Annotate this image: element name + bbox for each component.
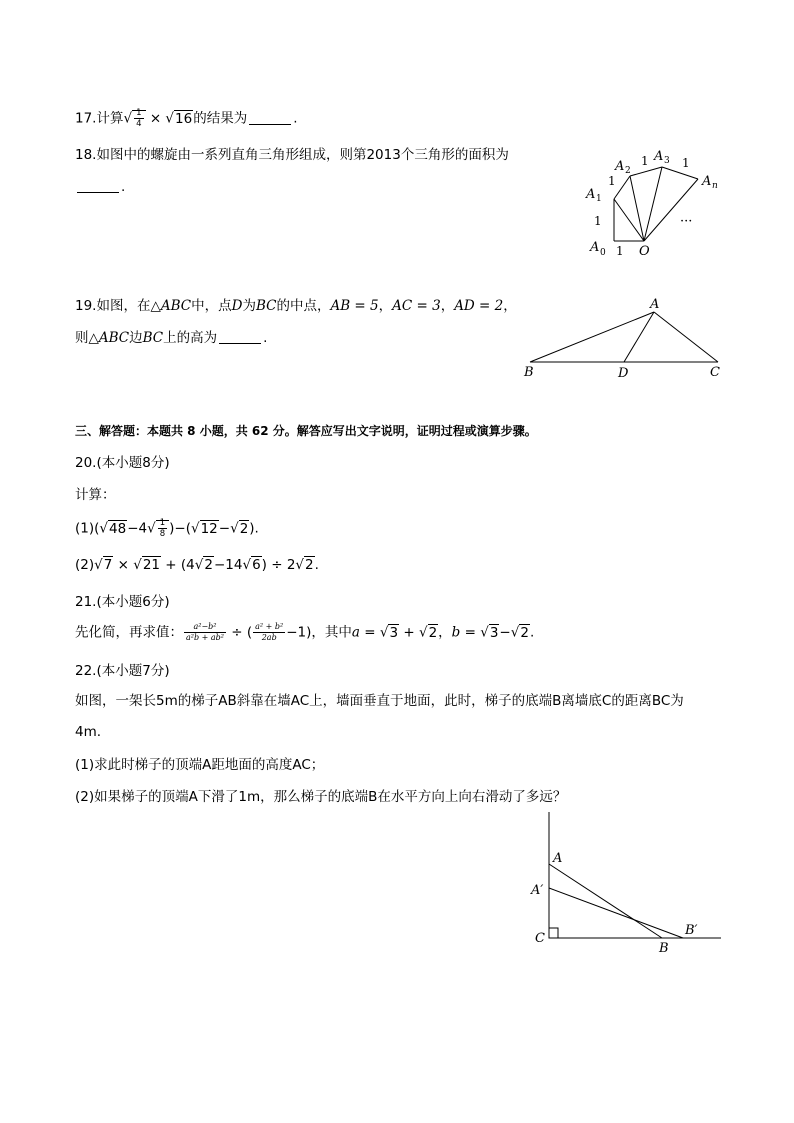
q19-d: D [231, 298, 243, 314]
q19-text-g: 上的高为 [163, 330, 218, 346]
q20-calc-label: 计算： [75, 487, 116, 503]
spiral-seg-a3an [662, 167, 698, 179]
ladder-figure [525, 808, 725, 958]
q17-number: 17. [75, 110, 97, 127]
q17-times: × [149, 110, 162, 127]
label-a1-sub: 1 [596, 194, 602, 204]
label-one-a3an: 1 [682, 156, 690, 170]
q21-a: a [351, 624, 360, 641]
q17-frac-den: 4 [136, 119, 142, 129]
q19-triangle-sym: △ [150, 298, 161, 314]
spiral-seg-a2a3 [630, 167, 662, 176]
q20-p1-label: (1) [75, 520, 95, 537]
tri-seg-ad [624, 312, 654, 362]
triangle-figure [520, 294, 730, 384]
question-17: 17.计算√ $\frac{1}{4}$ × √16的结果为 . [75, 108, 298, 129]
q19-text-e: 则 [75, 330, 89, 346]
label-dots: ··· [680, 214, 693, 229]
spiral-seg-a1a2 [614, 176, 630, 199]
q21-where: ，其中 [311, 624, 352, 641]
tri-seg-ac [654, 312, 718, 362]
q22-line1: 如图，一架长5m的梯子AB斜靠在墙AC上，墙面垂直于地面，此时，梯子的底端B离墙底C的距离BC为 [75, 693, 684, 709]
ladder-label-b: B [659, 941, 669, 956]
q19-abc-2: ABC [98, 330, 130, 346]
q19-ac-eq: AC = 3 [392, 298, 441, 314]
spiral-seg-ano [644, 179, 698, 241]
label-one-a1a2: 1 [608, 174, 616, 188]
label-an-sub: n [712, 181, 718, 191]
q19-sep2: ， [440, 298, 455, 314]
q22-heading: 22.(本小题7分) [75, 663, 170, 679]
ladder-label-a: A [553, 851, 563, 866]
label-a0-sub: 0 [600, 248, 606, 258]
q17-text: 计算 [96, 110, 124, 127]
tri-seg-ab [530, 312, 654, 362]
ladder-label-c: C [535, 931, 545, 946]
tri-label-d: D [618, 366, 629, 381]
q19-text-c: 为 [242, 298, 256, 314]
q17-answer-blank[interactable] [249, 110, 291, 125]
q19-ad-eq: AD = 2 [454, 298, 504, 314]
q21-b: b [451, 624, 461, 641]
label-one-a0a1: 1 [594, 214, 602, 228]
q19-answer-blank[interactable] [219, 329, 261, 344]
spiral-seg-a3o [644, 167, 662, 241]
label-an: A [702, 174, 712, 189]
q18-end: . [121, 179, 126, 195]
q17-text-after: 的结果为 [193, 110, 248, 127]
tri-label-c: C [710, 365, 720, 380]
q21-frac-2: $\frac{\text{a² + b²}}{2ab}$ [255, 622, 284, 642]
label-a1: A [586, 187, 596, 202]
label-a0: A [590, 240, 600, 255]
q20-heading: 20.(本小题8分) [75, 455, 170, 471]
q17-frac-num: 1 [136, 108, 142, 118]
question-18 [75, 145, 509, 165]
q19-text-b: 中，点 [191, 298, 232, 314]
label-a2-sub: 2 [625, 166, 631, 176]
q19-bc: BC [255, 298, 277, 314]
ladder-label-a-prime: A′ [531, 883, 544, 898]
q19-end: . [263, 330, 268, 346]
q21-body: 先化简，再求值： $\frac{\text{a²−b²}}{\text{a²b + ab²}}$ ÷ ( $\frac{\text{a² + b²}}{2ab}$ −1)，其中a = √3 + √2，b = √3−√2. [75, 622, 535, 642]
q19-sep3: ， [503, 298, 517, 314]
question-18-line2 [75, 177, 125, 197]
q20-p2-label: (2) [75, 557, 95, 573]
q19-text-f: 边 [129, 330, 143, 346]
q17-rad16: 16 [175, 110, 193, 127]
q19-sep1: ， [378, 298, 393, 314]
q19-abc: ABC [160, 298, 192, 314]
section-3-heading: 三、解答题：本题共 8 小题，共 62 分。解答应写出文字说明，证明过程或演算步骤。 [75, 424, 537, 438]
q22-line2: 4m. [75, 724, 102, 740]
q22-part2: (2)如果梯子的顶端A下滑了1m，那么梯子的底端B在水平方向上向右滑动了多远？ [75, 789, 567, 805]
question-19-line2 [75, 328, 267, 348]
label-one-a0o: 1 [616, 244, 624, 258]
ladder-a2b2 [549, 888, 683, 938]
q18-answer-blank[interactable] [77, 178, 119, 193]
q17-sqrt-quarter: √ $\frac{1}{4}$ [123, 108, 145, 129]
label-a3-sub: 3 [664, 156, 670, 166]
q19-ab-eq: AB = 5 [330, 298, 379, 314]
ladder-label-b-prime: B′ [685, 923, 698, 938]
q21-text: 先化简，再求值： [75, 624, 183, 641]
q21-frac-1: $\frac{\text{a²−b²}}{\text{a²b + ab²}}$ [186, 622, 224, 642]
q18-text: 18.如图中的螺旋由一系列直角三角形组成，则第2013个三角形的面积为 [75, 147, 509, 163]
label-a3: A [654, 149, 664, 164]
spiral-figure [580, 145, 730, 265]
q19-triangle-sym-2: △ [88, 330, 99, 346]
tri-label-b: B [524, 365, 534, 380]
label-a2: A [615, 159, 625, 174]
q21-heading: 21.(本小题6分) [75, 594, 170, 610]
q20-part1: (1)(√48−4√ $\frac{1}{8}$ )−(√12−√2). [75, 518, 259, 539]
q22-part1: (1)求此时梯子的顶端A距地面的高度AC； [75, 757, 325, 773]
ladder-ab [549, 864, 662, 938]
q19-bc-2: BC [142, 330, 164, 346]
label-o: O [639, 244, 650, 259]
question-19 [75, 296, 517, 316]
label-one-a2a3: 1 [641, 154, 649, 168]
tri-label-a: A [650, 297, 660, 312]
q19-text-a: 19.如图，在 [75, 298, 151, 314]
q19-text-d: 的中点， [276, 298, 331, 314]
right-angle-mark [549, 928, 558, 938]
q17-end: . [293, 110, 298, 127]
q20-part2: (2)√7 × √21 + (4√2−14√6) ÷ 2√2. [75, 557, 319, 573]
